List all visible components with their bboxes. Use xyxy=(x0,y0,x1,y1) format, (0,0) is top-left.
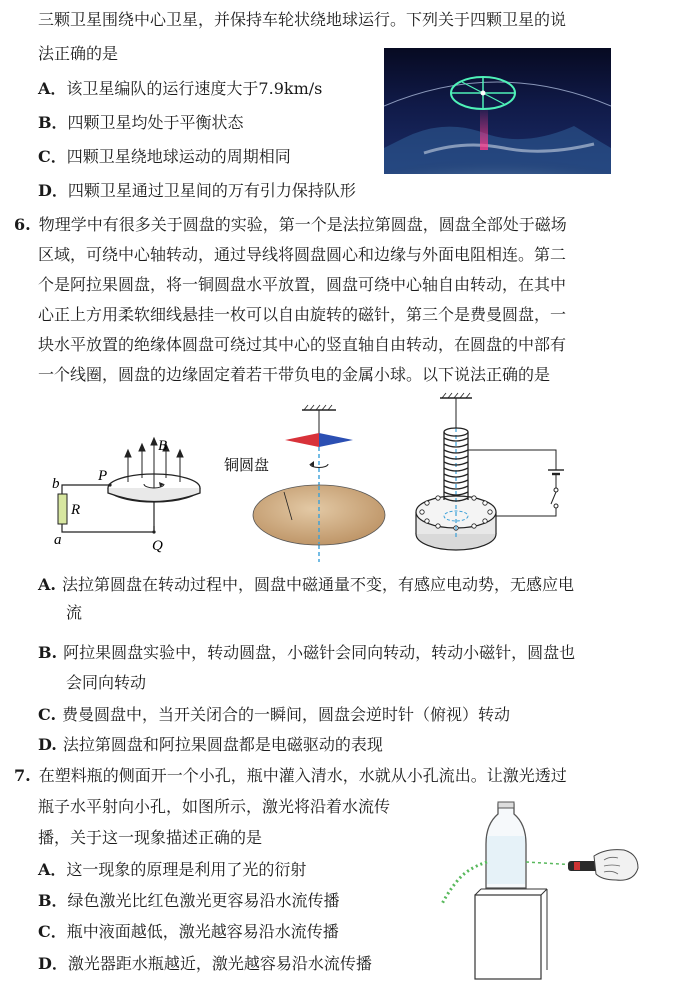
option-text: 激光器距水瓶越近，激光越容易沿水流传播 xyxy=(67,954,372,973)
option-text: 费曼圆盘中，当开关闭合的一瞬间，圆盘会逆时针（俯视）转动 xyxy=(62,705,511,724)
beam-glow xyxy=(480,110,488,150)
q6-stem-line-6: 一个线圈，圆盘的边缘固定着若干带负电的金属小球。以下说法正确的是 xyxy=(38,365,551,384)
q6-line-1 xyxy=(14,215,567,235)
q6-stem-line-5: 块水平放置的绝缘体圆盘可绕过其中心的竖直轴自由转动，在圆盘的中部有 xyxy=(38,335,567,354)
q6-option-a xyxy=(38,575,574,595)
q5-option-b xyxy=(38,113,244,133)
bottle-water xyxy=(487,836,525,884)
arago-disc-figure xyxy=(222,402,392,562)
feynman-disc-figure xyxy=(410,388,580,564)
q6-option-c xyxy=(38,705,510,725)
label-b: b xyxy=(52,476,60,492)
option-letter: D. xyxy=(38,735,57,754)
q6-stem-line-4: 心正上方用柔软细线悬挂一枚可以自由旋转的磁针，第三个是费曼圆盘，一 xyxy=(38,305,567,324)
option-letter: D． xyxy=(38,181,68,200)
question-number: 7. xyxy=(14,766,31,785)
q5-option-d xyxy=(38,181,356,201)
q6-option-b xyxy=(38,643,575,663)
option-text: 四颗卫星通过卫星间的万有引力保持队形 xyxy=(67,181,356,200)
option-letter: B． xyxy=(38,113,68,132)
q7-option-c xyxy=(38,922,339,942)
q6-stem-line-3: 个是阿拉果圆盘，将一铜圆盘水平放置，圆盘可绕中心轴自由转动，在其中 xyxy=(38,275,567,294)
option-letter: D． xyxy=(38,954,68,973)
label-r: R xyxy=(71,502,81,518)
option-letter: C． xyxy=(38,922,67,941)
option-letter: B. xyxy=(38,643,58,662)
label-b-field: B xyxy=(158,438,168,454)
option-text: 瓶中液面越低，激光越容易沿水流传播 xyxy=(66,922,339,941)
q6-stem-text: 物理学中有很多关于圆盘的实验，第一个是法拉第圆盘，圆盘全部处于磁场 xyxy=(38,215,567,234)
bottle-laser-figure xyxy=(428,800,640,980)
option-text: 法拉第圆盘和阿拉果圆盘都是电磁驱动的表现 xyxy=(62,735,383,754)
q6-option-d xyxy=(38,735,383,755)
wire-top xyxy=(62,485,110,494)
label-a: a xyxy=(54,532,62,548)
option-letter: A． xyxy=(38,860,67,879)
q5-stem-line-1: 三颗卫星围绕中心卫星，并保持车轮状绕地球运行。下列关于四颗卫星的说 xyxy=(38,10,567,29)
option-text: 阿拉果圆盘实验中，转动圆盘，小磁针会同向转动，转动小磁针，圆盘也 xyxy=(63,643,576,662)
q5-option-a xyxy=(38,79,322,99)
option-text: 这一现象的原理是利用了光的衍射 xyxy=(66,860,307,879)
satellite-formation-image xyxy=(384,48,611,174)
circuit-wire xyxy=(468,450,556,470)
faraday-disc-figure xyxy=(50,430,210,560)
q7-option-a xyxy=(38,860,306,880)
q6-option-a-cont: 流 xyxy=(66,603,83,622)
q5-stem-line-2: 法正确的是 xyxy=(38,44,119,63)
q6-option-b-cont: 会同向转动 xyxy=(66,673,147,692)
q6-stem-line-2: 区域，可绕中心轴转动，通过导线将圆盘圆心和边缘与外面电阻相连。第二 xyxy=(38,245,567,264)
q5-option-c xyxy=(38,147,291,167)
option-letter: A． xyxy=(38,79,67,98)
option-text: 绿色激光比红色激光更容易沿水流传播 xyxy=(67,891,340,910)
switch-icon xyxy=(554,488,558,492)
q7-option-d xyxy=(38,954,372,974)
q7-line-1 xyxy=(14,766,567,786)
option-letter: C. xyxy=(38,705,57,724)
magnetic-needle-red xyxy=(285,433,319,447)
option-letter: A. xyxy=(38,575,56,594)
label-copper-disc: 铜圆盘 xyxy=(224,456,270,474)
option-text: 该卫星编队的运行速度大于7.9km/s xyxy=(66,79,323,98)
resistor-r xyxy=(58,494,67,524)
option-text: 四颗卫星均处于平衡状态 xyxy=(67,113,244,132)
label-q: Q xyxy=(152,538,163,554)
magnetic-needle-blue xyxy=(319,433,353,447)
option-text: 四颗卫星绕地球运动的周期相同 xyxy=(66,147,291,166)
bottle-cap xyxy=(498,802,514,808)
option-letter: C． xyxy=(38,147,67,166)
q7-option-b xyxy=(38,891,340,911)
option-text: 法拉第圆盘在转动过程中，圆盘中磁通量不变，有感应电动势，无感应电 xyxy=(61,575,574,594)
q7-stem-text: 在塑料瓶的侧面开一个小孔，瓶中灌入清水，水就从小孔流出。让激光透过 xyxy=(38,766,567,785)
label-p: P xyxy=(98,468,108,484)
question-number: 6. xyxy=(14,215,31,234)
option-letter: B． xyxy=(38,891,68,910)
wire-bottom xyxy=(62,524,154,532)
q7-stem-line-2: 瓶子水平射向小孔，如图所示，激光将沿着水流传 xyxy=(38,797,391,816)
pedestal-box xyxy=(475,895,541,979)
q7-stem-line-3: 播，关于这一现象描述正确的是 xyxy=(38,828,263,847)
